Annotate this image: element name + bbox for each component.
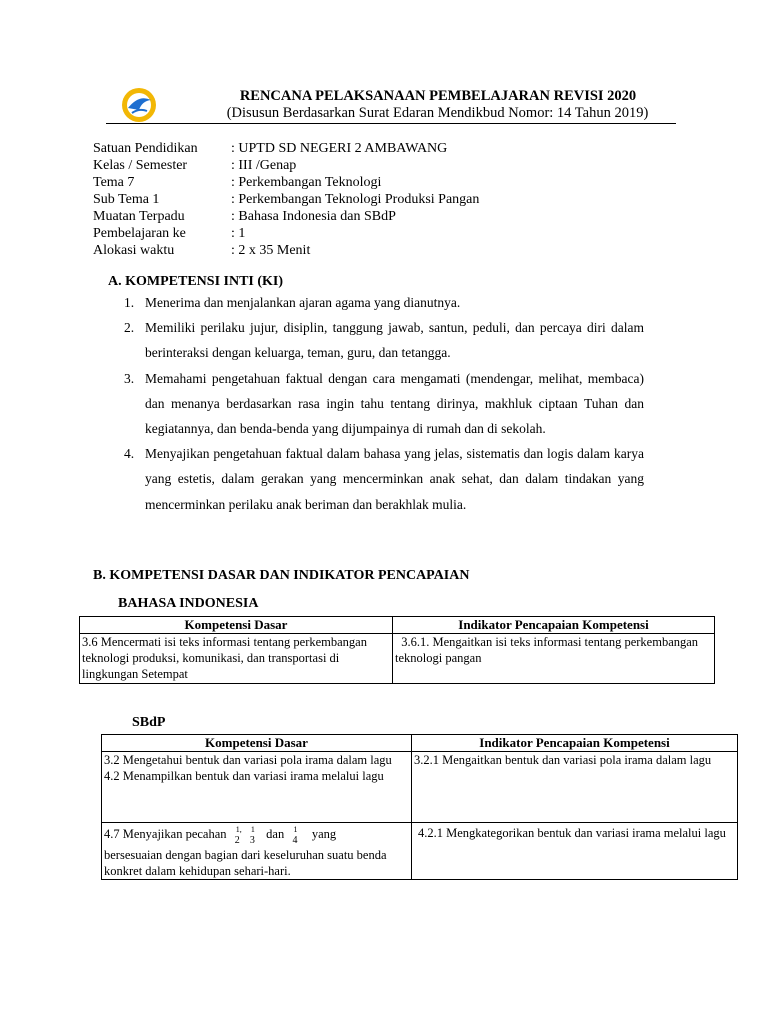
indicator-cell: 3.2.1 Mengaitkan bentuk dan variasi pola irama dalam lagu — [412, 752, 738, 823]
identity-label: Tema 7 — [93, 175, 135, 190]
fraction: 1, 2 — [234, 825, 242, 846]
list-item — [124, 441, 644, 517]
ki-list — [124, 290, 644, 517]
kd-text: yang — [305, 827, 337, 841]
sbdp-heading: SBdP — [132, 715, 166, 730]
list-number: 4. — [124, 446, 135, 462]
column-header: Indikator Pencapaian Kompetensi — [393, 617, 715, 634]
kd-cell — [102, 752, 412, 823]
table-row — [102, 823, 738, 880]
list-item — [124, 315, 644, 365]
bahasa-indonesia-table — [79, 616, 715, 684]
sbdp-table — [101, 734, 738, 880]
identity-label: Muatan Terpadu — [93, 209, 185, 224]
list-item — [124, 290, 644, 315]
identity-value: : Bahasa Indonesia dan SBdP — [231, 209, 396, 224]
identity-value: : III /Genap — [231, 158, 297, 173]
column-header: Kompetensi Dasar — [80, 617, 393, 634]
identity-label: Satuan Pendidikan — [93, 141, 198, 156]
table-row — [102, 752, 738, 823]
list-text: Memiliki perilaku jujur, disiplin, tanggung jawab, santun, peduli, dan percaya diri dalam berinteraksi dengan keluarga, teman, guru, dan tetangga. — [145, 320, 644, 361]
header-divider — [106, 123, 676, 124]
kd-cell — [102, 823, 412, 880]
list-number: 1. — [124, 295, 135, 310]
table-header-row — [102, 735, 738, 752]
kd-cell: 3.6 Mencermati isi teks informasi tentang perkembangan teknologi produksi, komunikasi, dan transportasi di lingkungan Setempat — [80, 634, 393, 684]
identity-label: Kelas / Semester — [93, 158, 188, 173]
page-title: RENCANA PELAKSANAAN PEMBELAJARAN REVISI 2020 — [239, 88, 637, 104]
kd-text: 4.2 Menampilkan bentuk dan variasi irama melalui lagu — [104, 769, 384, 783]
kd-text: 3.2 Mengetahui bentuk dan variasi pola irama dalam lagu — [104, 753, 392, 767]
fraction: 1 4 — [292, 825, 298, 846]
page-subtitle: (Disusun Berdasarkan Surat Edaran Mendikbud Nomor: 14 Tahun 2019) — [226, 105, 649, 121]
identity-value: : 2 x 35 Menit — [231, 243, 311, 258]
identity-label: Sub Tema 1 — [93, 192, 160, 207]
identity-value: : Perkembangan Teknologi — [231, 175, 382, 190]
fraction: 1 3 — [249, 825, 255, 846]
kd-text: bersesuaian dengan bagian dari keseluruhan suatu benda konkret dalam kehidupan sehari-hari. — [104, 848, 387, 878]
indicator-text: 4.2.1 Mengkategorikan bentuk dan variasi irama melalui lagu — [418, 826, 726, 840]
table-row — [80, 634, 715, 684]
list-number: 3. — [124, 370, 135, 386]
tut-wuri-handayani-logo — [120, 86, 158, 124]
list-text: Memahami pengetahuan faktual dengan cara mengamati (mendengar, melihat, membaca) dan menanya berdasarkan rasa ingin tahu tentang dirinya, makhluk ciptaan Tuhan dan kegiatannya, dan benda-benda yang dijumpainya di rumah dan di sekolah. — [145, 370, 644, 437]
identity-value: : UPTD SD NEGERI 2 AMBAWANG — [231, 141, 448, 156]
identity-value: : Perkembangan Teknologi Produksi Pangan — [231, 192, 480, 207]
table-header-row — [80, 617, 715, 634]
bahasa-indonesia-heading: BAHASA INDONESIA — [118, 596, 259, 611]
kd-text: dan — [263, 827, 288, 841]
indicator-cell — [412, 823, 738, 880]
column-header: Kompetensi Dasar — [102, 735, 412, 752]
identity-label: Pembelajaran ke — [93, 226, 186, 241]
section-b-heading: B. KOMPETENSI DASAR DAN INDIKATOR PENCAPAIAN — [93, 568, 470, 583]
identity-value: : 1 — [231, 226, 246, 241]
identity-label: Alokasi waktu — [93, 243, 175, 258]
column-header: Indikator Pencapaian Kompetensi — [412, 735, 738, 752]
section-a-heading: A. KOMPETENSI INTI (KI) — [108, 274, 284, 289]
list-item — [124, 366, 644, 442]
list-text: Menyajikan pengetahuan faktual dalam bahasa yang jelas, sistematis dan logis dalam karya yang estetis, dalam gerakan yang mencerminkan anak sehat, dan dalam tindakan yang mencerminkan perilaku anak beriman dan berakhlak mulia. — [145, 446, 644, 512]
indicator-cell: 3.6.1. Mengaitkan isi teks informasi tentang perkembangan teknologi pangan — [393, 634, 715, 684]
kd-text: 4.7 Menyajikan pecahan — [104, 827, 230, 841]
list-text: Menerima dan menjalankan ajaran agama yang dianutnya. — [145, 295, 461, 310]
list-number: 2. — [124, 320, 135, 336]
